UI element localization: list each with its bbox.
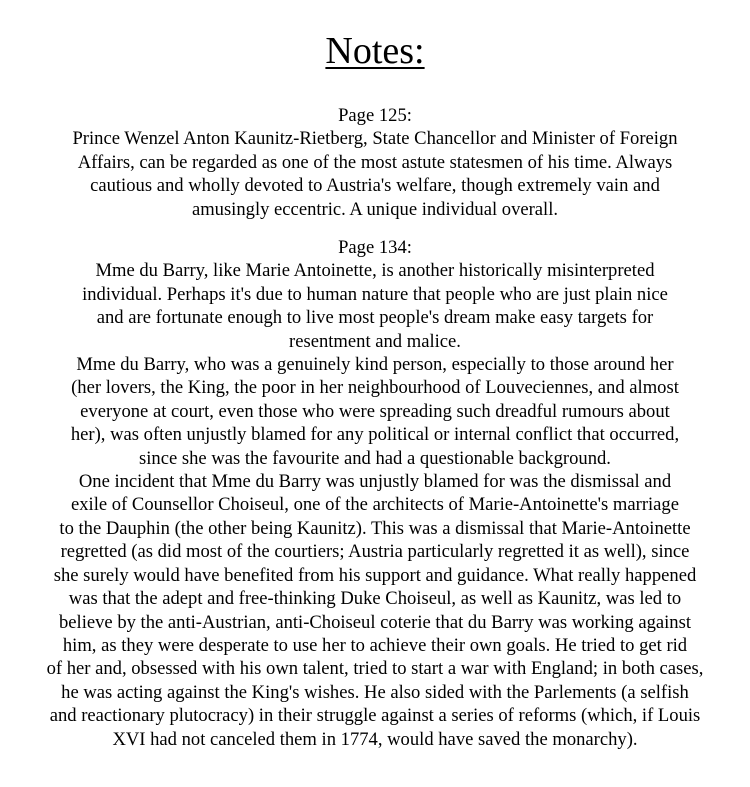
note-text-line: him, as they were desperate to use her to achieve their own goals. He tried to get rid (62, 634, 688, 656)
note-text-line: One incident that Mme du Barry was unjustly blamed for was the dismissal and (78, 471, 672, 493)
note-text-line: individual. Perhaps it's due to human nature that people who are just plain nice (82, 283, 668, 305)
note-text-line: he was acting against the King's wishes. He also sided with the Parlements (a selfish (61, 681, 689, 703)
note-text-line: everyone at court, even those who were spreading such dreadful rumours about (80, 400, 670, 422)
note-text-line: her), was often unjustly blamed for any political or internal conflict that occurred, (70, 424, 680, 446)
page-title: Notes: (325, 30, 425, 72)
note-page-label: Page 125: (338, 105, 412, 126)
note-text-line: Prince Wenzel Anton Kaunitz-Rietberg, State Chancellor and Minister of Foreign (72, 128, 678, 150)
note-text-line: cautious and wholly devoted to Austria's welfare, though extremely vain and (90, 175, 660, 197)
note-text-line: XVI had not canceled them in 1774, would have saved the monarchy). (112, 728, 638, 750)
note-text-line: of her and, obsessed with his own talent, tried to start a war with England; in both cases, (46, 658, 704, 680)
note-page-label: Page 134: (338, 237, 412, 258)
note-text-line: since she was the favourite and had a questionable background. (139, 447, 611, 469)
note-text-line: exile of Counsellor Choiseul, one of the architects of Marie-Antoinette's marriage (71, 494, 679, 516)
note-text-line: Mme du Barry, who was a genuinely kind person, especially to those around her (76, 354, 674, 376)
note-text-line: Mme du Barry, like Marie Antoinette, is another historically misinterpreted (95, 260, 655, 282)
note-text-line: amusingly eccentric. A unique individual overall. (191, 198, 559, 220)
note-page-125 (0, 104, 750, 221)
note-text-line: to the Dauphin (the other being Kaunitz). This was a dismissal that Marie-Antoinette (59, 517, 691, 539)
note-text-line: (her lovers, the King, the poor in her neighbourhood of Louveciennes, and almost (71, 377, 679, 399)
note-text-line: she surely would have benefited from his support and guidance. What really happened (53, 564, 697, 586)
note-text-line: regretted (as did most of the courtiers; Austria particularly regretted it as well), since (60, 541, 690, 563)
note-text-line: was that the adept and free-thinking Duke Choiseul, as well as Kaunitz, was led to (68, 588, 682, 610)
note-text-line: and reactionary plutocracy) in their struggle against a series of reforms (which, if Louis (49, 705, 701, 727)
note-page-134 (0, 236, 750, 751)
note-text-line: resentment and malice. (289, 330, 461, 352)
note-text-line: Affairs, can be regarded as one of the most astute statesmen of his time. Always (77, 151, 673, 173)
note-text-line: believe by the anti-Austrian, anti-Choiseul coterie that du Barry was working against (58, 611, 691, 633)
note-text-line: and are fortunate enough to live most people's dream make easy targets for (96, 307, 654, 329)
